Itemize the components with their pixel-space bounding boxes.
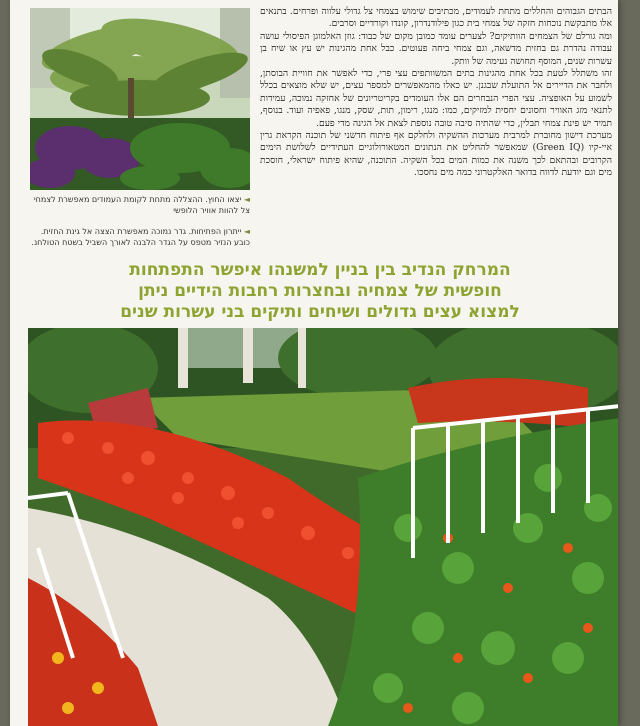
caption-marker-icon: ◄ <box>243 195 250 204</box>
magazine-page <box>10 0 618 726</box>
body-paragraph: מערכת דישון מחוברת למרבית מערכות ההשקיה ולחלקם אף פיתוח חדשני של תוכנה הקראת גרין איי-קיו (Green IQ) שמאפשר להחליט את הנתונים המטאורולוגיים העתידיים לשלושת הימים הקרובים ובהתאם לכך משנה את כמות המים בכל השקיה. התוכנה, שהיא פיתוח ישראלי, חוסכת מים וגם יודעת לדווח בדואר האלקטרוני כמה מים נחסכו. <box>260 130 612 179</box>
article-body <box>260 6 612 220</box>
body-paragraph: הבתים הגבוהים והחללים מתחת לעמודים, מכתיבים שימוש בצמחי צל גדולי עלווה ופרחים. בתנאים אלו מתבקשת נוכחות חזקה של צמחי בית כגון פילודנדרון, קונדו וקורדיים וסרבים. <box>260 6 612 30</box>
tree-fern-garden-photo <box>30 8 250 190</box>
caption-text: יצאו החוץ. ההצללה מתחת לקומת העמודים מאפשרת לצמחי צל להוות אוויר הלופשי <box>33 195 250 215</box>
body-paragraph: ומה גורלם של הצמחים הוותיקים? לצערים עומד כמובן מקום של כבוד: גוזן האלמוגן הפיסולי עושה עבודה נהדרת גם בחזית מדשאה, וגם צמחי ביחה פעוטים. כבל אחת מהגינות יש עץ או שיח בן עשרות שנים, המוסף תחושה נעימה של וותק. <box>260 30 612 67</box>
caption-text: ייתרון הפתיחות. גדר נמוכה מאפשרת הצצה אל גינת החזית. כובע הנזיר מטפס על הגדר הלבנה לאורך השביל בשטח הטולחנ. <box>31 227 250 247</box>
body-paragraph: זהו משתלל לטעת בכל אחת מהגינות בתים המשוותפים עצי פרי, כדי לאפשר את חוויית הבוסתן, ולחבר את הדיירים אל התועלת שבגנן. יש כאלו מהמאפשרים למספר עצים, יש שלא מוצאים בכלל לשמוע על האופציה. עצי הפרי הנבחרים הם אלו העומדים בקריטריונים של אחזקה נמוכה, עמידות לתנאי מזג האוויר וחסונים יחסית למזיקים, כמו: מנגו, רימון, תות, שסק, מנגו, פאפיה ועוד. בנוסף, תמיד יש פינת צמחי תבלין, כדי שהתיה סיבה טובה נוספת לצאת אל הגינה מדי פעם. <box>260 68 612 129</box>
photo-caption-top <box>30 194 250 216</box>
pull-quote-line: חופשית של צמחיה ובחצרות רחבות הידיים ניתן <box>138 281 502 301</box>
caption-marker-icon: ◄ <box>243 227 250 236</box>
flower-garden-photo <box>28 328 618 726</box>
pull-quote <box>70 260 570 323</box>
pull-quote-line: המרחק הנדיב בין בניין למשנהו איפשר התפתחות <box>129 260 511 280</box>
pull-quote-line: למצוא עצים גדולים ושיחים ותיקים בני עשרות שנים <box>120 302 520 322</box>
photo-caption-bottom <box>30 226 250 248</box>
